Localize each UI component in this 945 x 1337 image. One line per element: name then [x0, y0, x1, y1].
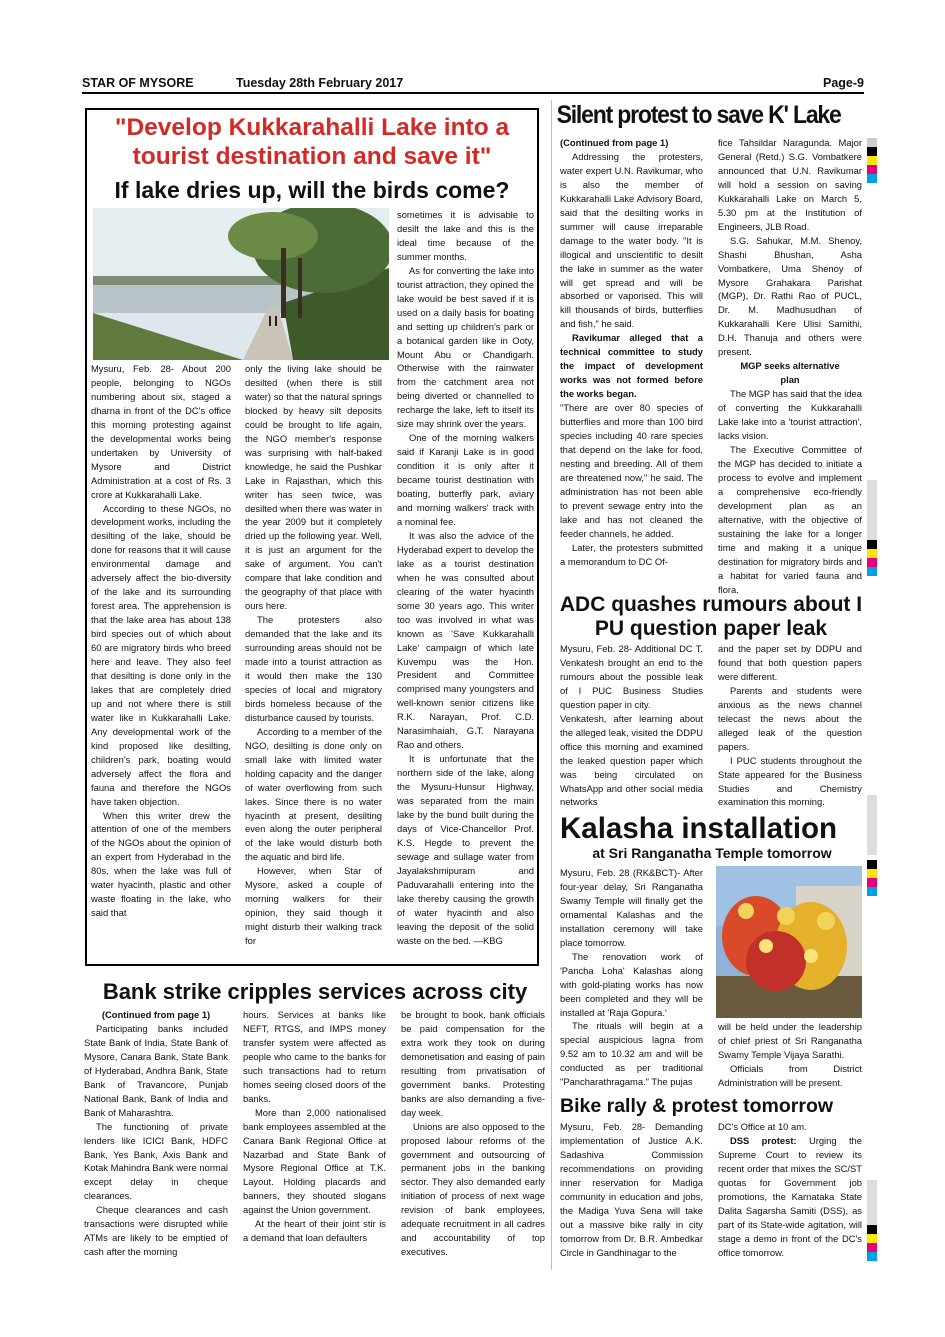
paragraph: At the heart of their joint stir is a demand that loan defaulters — [243, 1218, 386, 1244]
paragraph: Participating banks included State Bank of India, State Bank of Mysore, Canara Bank, State Bank of Hyderabad, Andhra Bank, State Bank of Travancore, Punjab National Bank, Bank of India and Bank of Maharashtra. — [84, 1022, 228, 1118]
lake-headline: "Develop Kukkarahalli Lake into a tourist destination and save it" — [114, 114, 510, 170]
bike-headline: Bike rally & protest tomorrow — [560, 1095, 834, 1117]
paragraph: Later, the protesters submitted a memorandum to DC Of- — [560, 541, 703, 567]
bank-column-1 — [84, 1008, 228, 1259]
paragraph: Mysuru, Feb. 28- Demanding implementation of Justice A.K. Sadashiva Commission recommendations on providing inner reservation for Madiga community in education and jobs, the Madiga Yuva Sena will take out a massive bike rally in city tomorrow from Dr. B.R. Ambedkar Circle in Gandhinagar to the — [560, 1121, 703, 1258]
column-divider — [551, 100, 552, 1270]
lake-column-2 — [245, 362, 382, 948]
paragraph: As for converting the lake into tourist attraction, they opined the lake would be best saved if it is used on a daily basis for boating and setting up children's park or a botanical garden like in Ooty, Mount Abu or Chandigarh. Otherwise with the rainwater from the catchment area not being diverted or channelled to recharge the lake, left to itself its size may shrink over the years. — [397, 264, 534, 430]
kalasha-column-2 — [718, 1020, 862, 1090]
paragraph: "There are over 80 species of butterflies and more than 100 bird species including 40 rare species that depend on the lake for food, nesting and breeding. All of them are threatened now," he said. The administration has not been able to prevent sewage entry into the lake and has not cleaned the feeder channels, he added. — [560, 402, 703, 539]
paragraph: The MGP has said that the idea of converting the Kukkarahalli Lake lake into a 'tourist attraction', lacks vision. — [718, 388, 862, 442]
paragraph: will be held under the leadership of chief priest of Sri Ranganatha Swamy Temple Vijaya Sarathi. — [718, 1021, 862, 1060]
lake-column-3 — [397, 208, 534, 948]
paragraph: More than 2,000 nationalised bank employees assembled at the Canara Bank Regional Office at Nazarbad and State Bank of Mysore Regional Office at T.K. Layout. Holding placards and banners, they shouted slogans against the Union government. — [243, 1106, 386, 1216]
temple-kalasha-photo — [716, 866, 862, 1018]
paragraph: However, when Star of Mysore, asked a couple of morning walkers for their opinion, they said though it might disturb their walking track for — [245, 865, 382, 947]
continued-note: (Continued from page 1) — [560, 137, 669, 148]
kalasha-headline: Kalasha installation — [560, 812, 838, 845]
paragraph: Cheque clearances and cash transactions were disrupted while ATMs are likely to be emptied of cash after the morning — [84, 1204, 228, 1258]
kalasha-subhead: at Sri Ranganatha Temple tomorrow — [592, 845, 832, 861]
bike-column-2 — [718, 1120, 862, 1260]
paragraph: Mysuru, Feb. 28- Additional DC T. Venkatesh brought an end to the rumours about the possible leak of I PUC Business Studies question paper in city. — [560, 643, 703, 710]
dss-text: Urging the Supreme Court to review its recent order that mixes the SC/ST quotas for Government job promotions, the Karnataka State Dalita Sagarsha Samiti (DSS), as part of its State-wide agitation, will stage a demo in front of the DC's office tomorrow. — [718, 1134, 862, 1258]
paragraph: fice Tahsildar Naragunda. Major General (Retd.) S.G. Vombatkere announced that U.N. Ravikumar will hold a session on saving Kukkarahalli Lake on March 5, 5.30 pm at the Institution of Engineers, JLB Road. — [718, 137, 862, 232]
adc-headline: ADC quashes rumours about I PU question paper leak — [559, 593, 863, 640]
paragraph: It is unfortunate that the northern side of the lake, along the Mysuru-Hunsur Highway, was separated from the main lake by the bund built during the days of Vice-Chancellor Prof. K.S. Hegde to prevent the sewage and sullage water from Jayalakshmipuram and Paduvarahalli entering into the lake thereby causing the growth of water hyacinth and also leaving the deposit of the solid waste on the bed. —KBG — [397, 753, 534, 946]
paragraph: According to these NGOs, no development works, including the desilting of the lake, should be done for reasons that it will cause environmental damage and adversely affect the bio-diversity of the lake and its surrounding forest area. The apprehension is that the lake area has about 138 bird species out of which about 60 are migratory birds who breed here and leave. They also feel that desilting is done only in the lakes that are completely dried up and not where there is still water like in Kukkarahalli Lake. Any developmental work of the kind proposed like desilting, children's park, boating would adversely affect the flora and fauna and therefore the NGOs have taken objection. — [91, 502, 231, 807]
masthead — [82, 74, 864, 94]
paragraph: S.G. Sahukar, M.M. Shenoy, Shashi Bhushan, Asha Vombatkere, Uma Shenoy of Mysore Grahakara Parishat (MGP), Dr. Rathi Rao of PUCL, Dr. M. Madhusudhan of Kukkarahalli Kere Ulisi Samithi, D.H. Thanuja and others were present. — [718, 234, 862, 358]
subheading: MGP seeks alternative plan — [740, 360, 840, 386]
gray-bar — [867, 795, 877, 855]
dss-label: DSS protest: — [730, 1134, 797, 1146]
paragraph: Mysuru, Feb. 28- About 200 people, belonging to NGOs numbering about six, staged a dharna in front of the DC's office this morning protesting against the developmental works being undertaken by University of Mysore and District Administration at a cost of Rs. 3 crore at Kukkarahalli Lake. — [91, 363, 231, 500]
paragraph: When this writer drew the attention of one of the members of the NGOs about the opinion of an expert from Hyderabad in the 80s, when the lake was full of water hyacinth, plastic and other waste floating in the lake, who said that — [91, 809, 231, 919]
paragraph: The functioning of private lenders like ICICI Bank, HDFC Bank, Yes Bank, Axis Bank and Kotak Mahindra Bank were normal except delay in cheque clearances. — [84, 1120, 228, 1202]
paper-name: STAR OF MYSORE — [82, 76, 194, 90]
paragraph: Venkatesh, after learning about the alleged leak, visited the DDPU office this morning and examined the leaked question paper which was being circulated on WhatsApp and other social media networks — [560, 712, 703, 808]
paragraph: only the living lake should be desilted (when there is still water) so that the natural springs blocked by heavy silt deposits could be brought to life again, the NGO member's response was surprising with half-baked knowledge, he said the Pushkar Lake in Rajasthan, which this writer has seen twice, was desilted when there was water in the year 2009 but it completely dried up the following year. Well, it is just an argument for the sake of argument. You can't compare that lake condition and the geography of that place with ours here. — [245, 363, 382, 612]
paragraph: It was also the advice of the Hyderabad expert to develop the lake as a tourist destination when he was consulted about clearing of the water hyacinth some 30 years ago. This writer too was involved in what was known as 'Save Kukkarahalli Lake' campaign of which late Kuvempu was the Hon. President and Committee comprised many youngsters and well-known senior citizens like R.K. Narayan, Prof. C.D. Narasimhaiah, G.T. Narayana Rao and others. — [397, 529, 534, 751]
color-registration-mark — [867, 1225, 877, 1261]
paragraph: Parents and students were anxious as the news channel telecast the news about the alleged leak of the question papers. — [718, 684, 862, 752]
paragraph: DC's Office at 10 am. — [718, 1121, 807, 1132]
paragraph: sometimes it is advisable to desilt the lake and this is the ideal time because of the summer months. — [397, 209, 534, 262]
gray-bar — [867, 480, 877, 540]
color-registration-mark — [867, 138, 877, 183]
issue-date: Tuesday 28th February 2017 — [236, 76, 404, 90]
paragraph: One of the morning walkers said if Karanji Lake is in good condition it is only after it became tourist destination with boating, butterfly park, aviary and morning walkers' track with a nominal fee. — [397, 432, 534, 527]
paragraph: Mysuru, Feb. 28 (RK&BCT)- After four-year delay, Sri Ranganatha Swamy Temple will finally get the ornamental Kalashas and the installation ceremony will take place tomorrow. — [560, 867, 703, 948]
lake-photo — [93, 208, 389, 360]
color-registration-mark — [867, 860, 877, 896]
bike-column-1 — [560, 1120, 703, 1260]
bank-column-3 — [401, 1008, 545, 1259]
kalasha-photo — [716, 866, 862, 1018]
silent-column-1 — [560, 136, 703, 569]
paragraph: The renovation work of 'Pancha Loha' Kalashas along with gold-plating works has now been completed and they will be installed at 'Raja Gopura.' — [560, 950, 703, 1018]
silent-headline: Silent protest to save K' Lake — [556, 101, 841, 129]
paragraph: be brought to book, bank officials be paid compensation for the extra work they took on during demonetisation and easing of pain resulting from privatisation of government banks. Protesting banks are also demanding a five-day week. — [401, 1009, 545, 1118]
paragraph: According to a member of the NGO, desilting is done only on small lake with limited water holding capacity and the danger of water overflowing from such lakes. Since there is no water hyacinth at present, desilting even along the outer peripheral of the lake would disturb both the aquatic and bird life. — [245, 725, 382, 863]
paragraph-bold: Ravikumar alleged that a technical committee to study the impact of development works was not formed before the works began. — [560, 332, 703, 400]
gray-bar — [867, 1180, 877, 1225]
bank-column-2 — [243, 1008, 386, 1245]
paragraph: Unions are also opposed to the proposed labour reforms of the government and outsourcing of permanent jobs in the banking sector. They also demanded early initiation of process of next wage revision of bank employees, adequate recruitment in all cadres and accountability of top executives. — [401, 1120, 545, 1258]
paragraph: Addressing the protesters, water expert U.N. Ravikumar, who is also the member of Kukkarahalli Lake Advisory Board, said that the desilting works in summer will cause irreparable damage to the water body. "It is illogical and unscientific to desilt the lake in summer as the water will get spread and will be absorbed or vaporised. This will kill thousands of birds, butterflies and fish," he said. — [560, 150, 703, 330]
bank-headline: Bank strike cripples services across city — [102, 979, 528, 1004]
paragraph: hours. Services at banks like NEFT, RTGS, and IMPS money transfer system were affected as people who came to the banks for such transactions had to return homes seeing closed doors of the banks. — [243, 1009, 386, 1104]
paragraph: The rituals will begin at a special auspicious lagna from 9.52 am to 10.32 am and will be conducted as per traditional "Pancharathragama." The pujas — [560, 1020, 703, 1088]
paragraph: Officials from District Administration will be present. — [718, 1062, 862, 1088]
paragraph: and the paper set by DDPU and found that both question papers were different. — [718, 643, 862, 682]
lake-path-photo — [93, 208, 389, 360]
kalasha-column-1 — [560, 866, 703, 1089]
continued-note: (Continued from page 1) — [101, 1009, 211, 1020]
paragraph: The protesters also demanded that the lake and its surrounding areas should not be made into a tourist attraction as it would then make the 130 species of local and migratory birds homeless because of the disturbance caused by tourists. — [245, 614, 382, 723]
adc-column-2 — [718, 642, 862, 809]
adc-column-1 — [560, 642, 703, 809]
lake-subhead: If lake dries up, will the birds come? — [114, 177, 510, 203]
paragraph: The Executive Committee of the MGP has decided to initiate a process to evolve and implement a comprehensive eco-friendly development plan as an alternative, with the objective of sustaining the lake for a longer time and making it a unique destination for migratory birds and a habitat for varied fauna and flora. — [718, 443, 862, 595]
page-number: Page-9 — [823, 76, 864, 90]
paragraph: I PUC students throughout the State appeared for the Business Studies and Chemistry examination this morning. — [718, 754, 862, 808]
silent-column-2 — [718, 136, 862, 596]
color-registration-mark — [867, 540, 877, 576]
lake-column-1 — [91, 362, 231, 920]
